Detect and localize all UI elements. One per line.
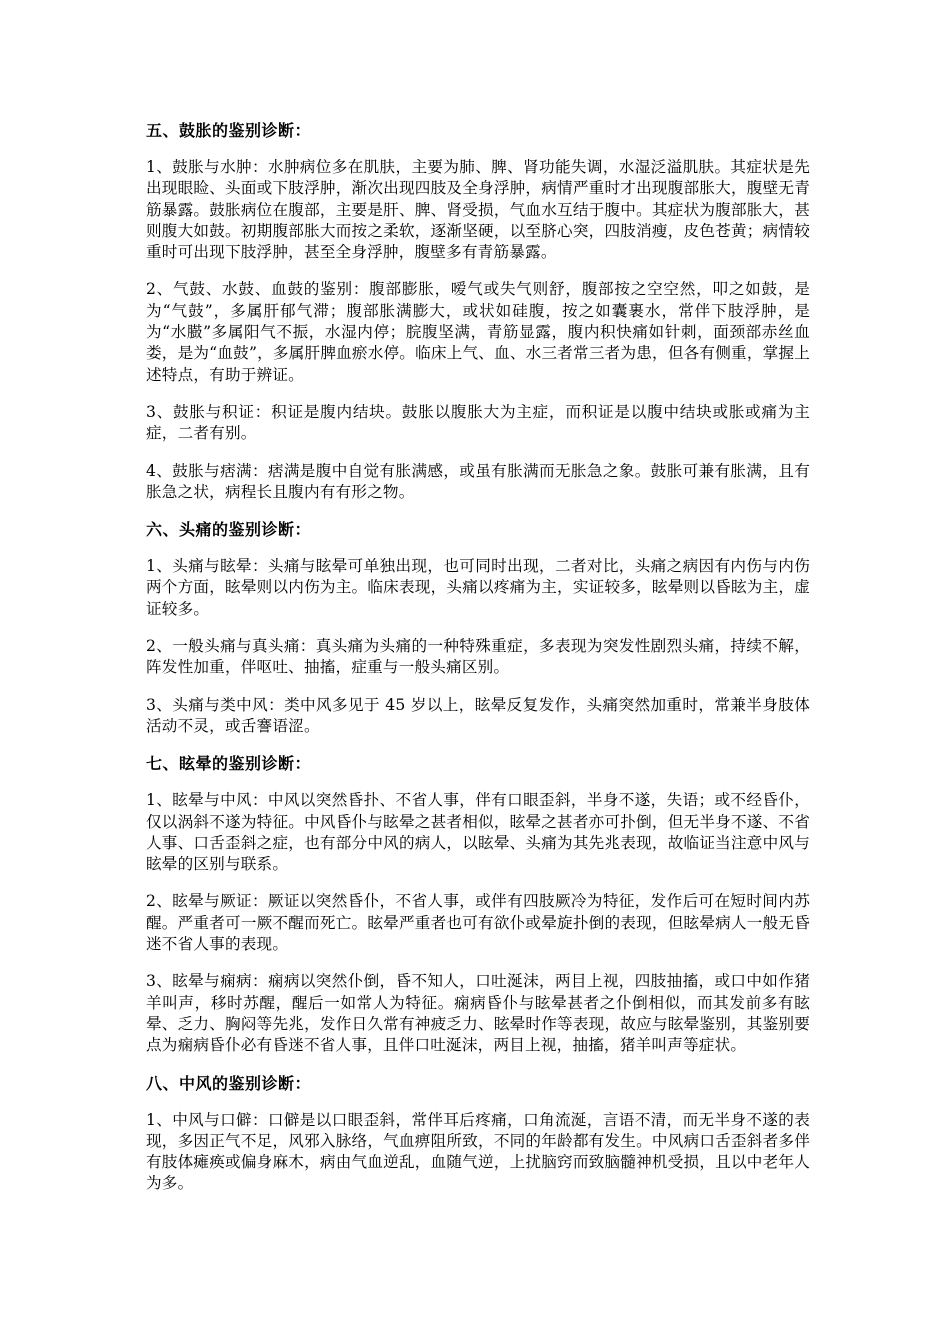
- paragraph: 4、鼓胀与痞满：痞满是腹中自觉有胀满感，或虽有胀满而无胀急之象。鼓胀可兼有胀满，且有胀急之状，病程长且腹内有有形之物。: [146, 461, 810, 501]
- paragraph: 3、眩晕与痫病：痫病以突然仆倒，昏不知人，口吐涎沫，两目上视，四肢抽搐，或口中如作猪羊叫声，移时苏醒，醒后一如常人为特征。痫病昏仆与眩晕甚者之仆倒相似，而其发前多有眩晕、乏力、胸闷等先兆，发作日久常有神疲乏力、眩晕时作等表现，故应与眩晕鉴别，其鉴别要点为痫病昏仆必有昏迷不省人事，且伴口吐涎沫，两目上视，抽搐，猪羊叫声等症状。: [146, 972, 810, 1055]
- paragraph: 1、头痛与眩晕：头痛与眩晕可单独出现，也可同时出现，二者对比，头痛之病因有内伤与内伤两个方面，眩晕则以内伤为主。临床表现，头痛以疼痛为主，实证较多，眩晕则以昏眩为主，虚证较多。: [146, 557, 810, 618]
- paragraph: 2、一般头痛与真头痛：真头痛为头痛的一种特殊重症，多表现为突发性剧烈头痛，持续不解，阵发性加重，伴呕吐、抽搐，症重与一般头痛区别。: [146, 637, 810, 677]
- section-heading-stroke: 八、中风的鉴别诊断：: [146, 1073, 312, 1093]
- paragraph: 2、气鼓、水鼓、血鼓的鉴别：腹部膨胀，嗳气或失气则舒，腹部按之空空然，叩之如鼓，是为“气鼓”，多属肝郁气滞；腹部胀满膨大，或状如硅腹，按之如囊裹水，常伴下肢浮肿，是为“水臌”多属阳气不振，水湿内停；脘腹坚满，青筋显露，腹内积快痛如针刺，面颈部赤丝血娄，是为“血鼓”，多属肝脾血瘀水停。临床上气、血、水三者常三者为患，但各有侧重，掌握上述特点，有助于辨证。: [146, 280, 810, 384]
- section-heading-headache: 六、头痛的鉴别诊断：: [146, 520, 312, 540]
- section-heading-abdominal-distension: 五、鼓胀的鉴别诊断：: [146, 121, 312, 140]
- paragraph: 3、头痛与类中风：类中风多见于 45 岁以上，眩晕反复发作，头痛突然加重时，常兼半身肢体活动不灵，或舌謇语涩。: [146, 695, 810, 735]
- paragraph: 1、眩晕与中风：中风以突然昏扑、不省人事，伴有口眼歪斜，半身不遂，失语；或不经昏仆，仅以涡斜不遂为特征。中风昏仆与眩晕之甚者相似，眩晕之甚者亦可扑倒，但无半身不遂、不省人事、口舌歪斜之症，也有部分中风的病人，以眩晕、头痛为其先兆表现，故临证当注意中风与眩晕的区别与联系。: [146, 791, 810, 874]
- paragraph: 1、鼓胀与水肿：水肿病位多在肌肤，主要为肺、脾、肾功能失调，水湿泛溢肌肤。其症状是先出现眼睑、头面或下肢浮肿，渐次出现四肢及全身浮肿，病情严重时才出现腹部胀大，腹壁无青筋暴露。鼓胀病位在腹部，主要是肝、脾、肾受损，气血水互结于腹中。其症状为腹部胀大，甚则腹大如鼓。初期腹部胀大而按之柔软，逐渐坚硬，以至脐心突，四肢消瘦，皮色苍黄；病情较重时可出现下肢浮肿，甚至全身浮肿，腹壁多有青筋暴露。: [146, 158, 810, 262]
- paragraph: 1、中风与口僻：口僻是以口眼歪斜，常伴耳后疼痛，口角流涎，言语不清，而无半身不遂的表现，多因正气不足，风邪入脉络，气血痹阻所致，不同的年龄都有发生。中风病口舌歪斜者多伴有肢体瘫痪或偏身麻木，病由气血逆乱，血随气逆，上扰脑窍而致脑髓神机受损，且以中老年人为多。: [146, 1110, 810, 1193]
- section-heading-dizziness: 七、眩晕的鉴别诊断：: [146, 754, 312, 774]
- paragraph: 3、鼓胀与积证：积证是腹内结块。鼓胀以腹胀大为主症，而积证是以腹中结块或胀或痛为主症，二者有别。: [146, 402, 810, 443]
- paragraph: 2、眩晕与厥证：厥证以突然昏仆，不省人事，或伴有四肢厥冷为特征，发作后可在短时间内苏醒。严重者可一厥不醒而死亡。眩晕严重者也可有欲仆或晕旋扑倒的表现，但眩晕病人一般无昏迷不省人事的表现。: [146, 892, 810, 954]
- document-page: [146, 120, 810, 1211]
